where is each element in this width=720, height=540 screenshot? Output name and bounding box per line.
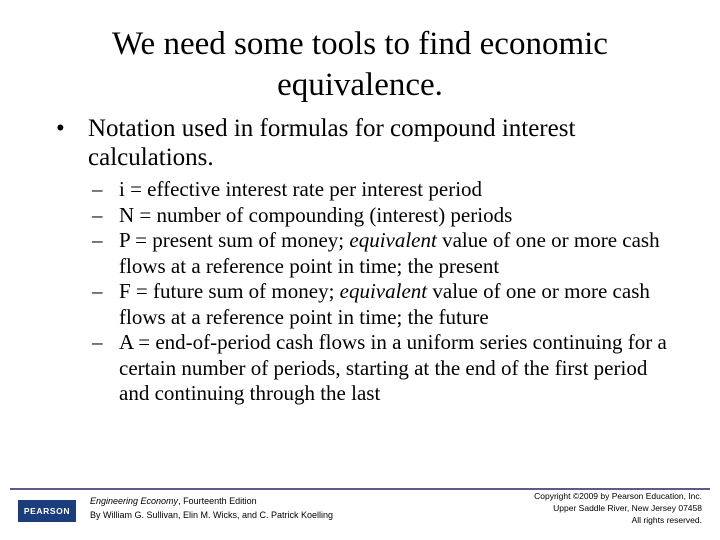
notation-item-p	[92, 228, 672, 279]
notation-item-i	[92, 177, 672, 203]
notation-item-a	[92, 330, 672, 407]
notation-list	[92, 177, 672, 407]
notation-item-n	[92, 203, 672, 229]
notation-emphasis: equivalent	[339, 279, 428, 303]
notation-text: A = end-of-period cash flows in a uniform series continuing for a certain number of periods, starting at the end of the first period and continuing through the last	[119, 330, 667, 405]
notation-text-rest: value of one or more cash flows at a reference point in time; the present	[119, 228, 660, 278]
notation-emphasis: equivalent	[349, 228, 437, 252]
dash-icon: –	[92, 202, 103, 227]
book-authors: By William G. Sullivan, Elin M. Wicks, and C. Patrick Koelling	[90, 510, 334, 520]
notation-text: i = effective interest rate per interest period	[119, 177, 483, 201]
dash-icon: –	[92, 228, 103, 252]
notation-text: N = number of compounding (interest) periods	[119, 202, 513, 227]
dash-icon: –	[92, 330, 103, 354]
notation-text: F = future sum of money;	[119, 279, 340, 303]
notation-text: P = present sum of money;	[119, 228, 350, 252]
pearson-logo-text: PEARSON	[23, 506, 71, 516]
copyright-line: Copyright ©2009 by Pearson Education, Inc.	[534, 491, 702, 501]
notation-item-f	[92, 279, 672, 330]
book-credit	[90, 494, 333, 522]
main-bullet	[56, 114, 680, 172]
copyright-rights: All rights reserved.	[631, 515, 702, 525]
copyright-address: Upper Saddle River, New Jersey 07458	[553, 503, 702, 513]
book-title: Engineering Economy	[90, 496, 179, 506]
main-bullet-text: Notation used in formulas for compound interest calculations.	[88, 115, 576, 171]
book-edition: , Fourteenth Edition	[178, 496, 257, 506]
copyright-notice	[534, 490, 702, 526]
dash-icon: –	[92, 177, 103, 201]
notation-text-rest: value of one or more cash flows at a reference point in time; the future	[119, 279, 650, 329]
slide-title: We need some tools to find economic equivalence.	[112, 26, 608, 103]
bullet-icon: •	[56, 115, 65, 142]
dash-icon: –	[92, 279, 103, 303]
pearson-logo	[18, 500, 76, 522]
book-title-line	[90, 494, 333, 508]
